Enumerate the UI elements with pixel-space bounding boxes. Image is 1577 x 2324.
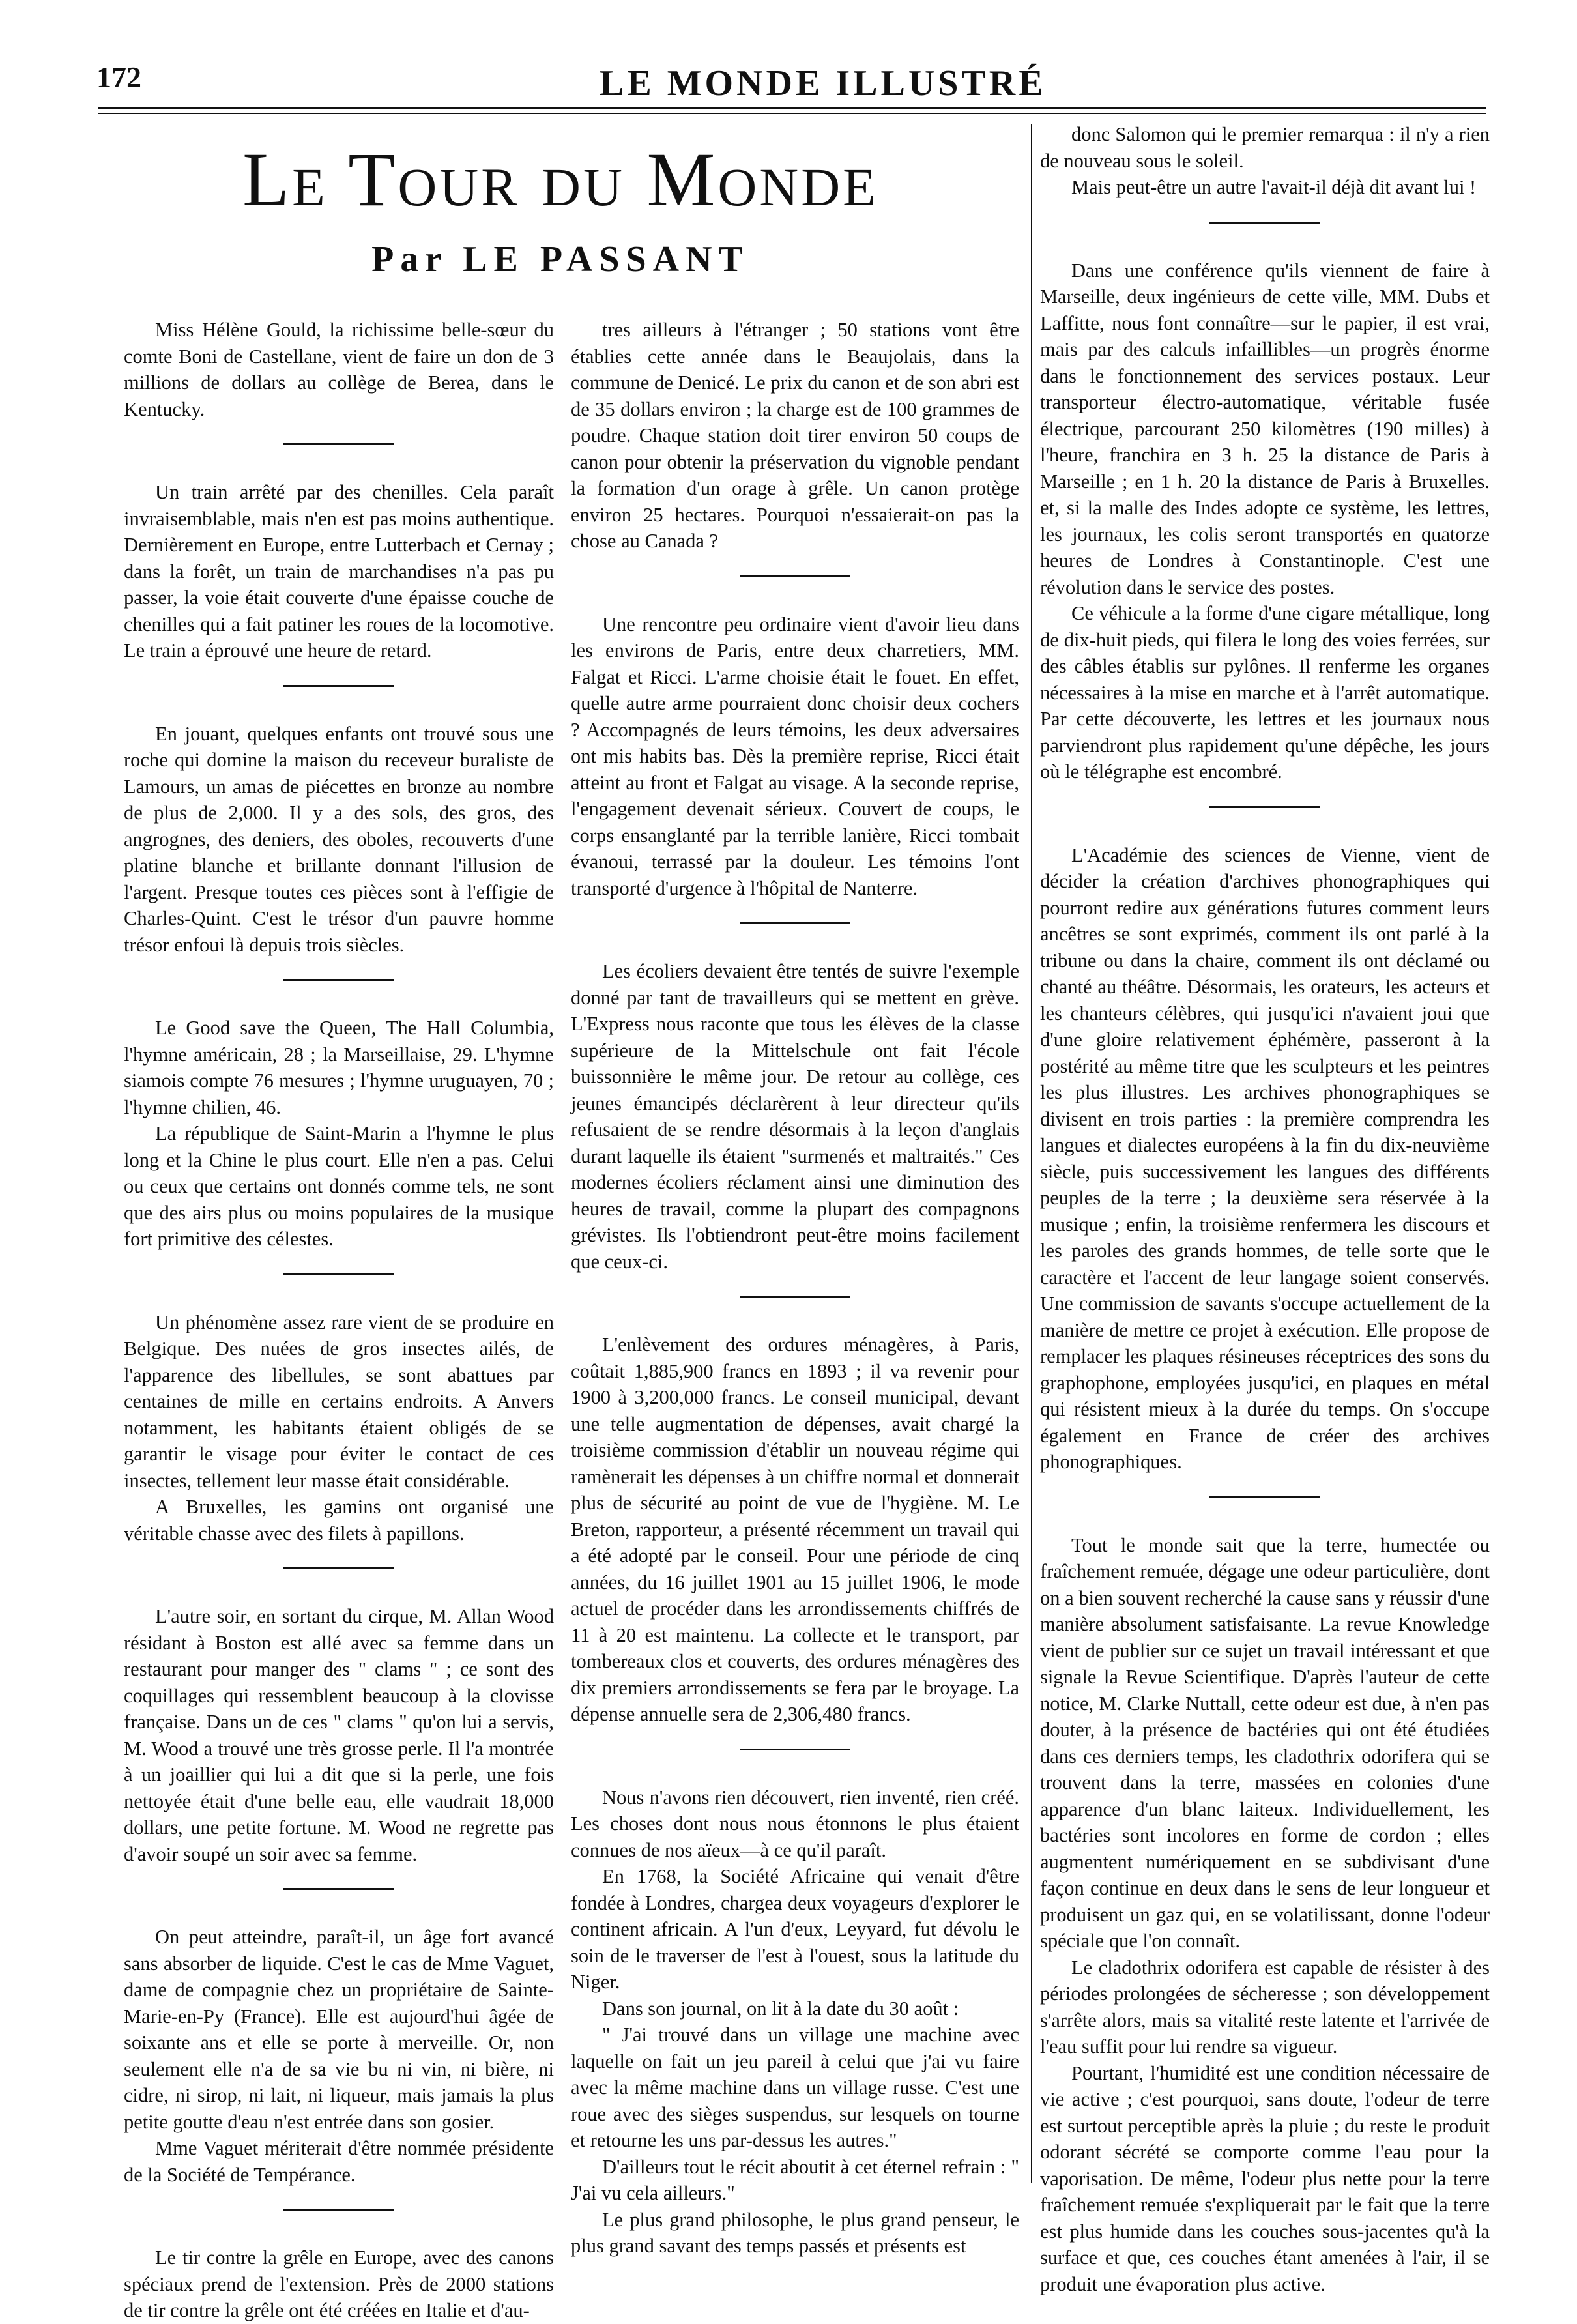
paragraph: Tout le monde sait que la terre, humectée ou fraîchement remuée, dégage une odeur particulière, dont on a bien souvent recherché la cause sans y réussir d'une manière absolument satisfaisante. La revue Knowledge vient de publier sur ce sujet un travail intéressant et que signale la Revue Scientifique. D'après l'auteur de cette notice, M. Clarke Nuttall, cette odeur est due, à n'en pas douter, à la présence de bactéries qui ont été étudiées dans ces derniers temps, les cladothrix odorifera qui se trouvent dans la terre, massées en colonies d'une apparence d'un blanc laiteux. Individuellement, les bactéries sont incolores en forme de cordon ; elles augmentent numériquement en se subdivisant d'une façon continue en deux dans le sens de leur longueur et produisent un gaz qui, en se volatilissant, donne l'odeur spéciale que l'on connaît. <box>1040 1533 1490 1952</box>
paragraph: Le plus grand philosophe, le plus grand penseur, le plus grand savant des temps passés et présents est <box>571 2208 1019 2257</box>
column-separator <box>1031 124 1032 2183</box>
paragraph: L'autre soir, en sortant du cirque, M. Allan Wood résidant à Boston est allé avec sa femme dans un restaurant pour manger des " clams " ; ce sont des coquillages qui ressemblent beaucoup à la clovisse française. Dans un de ces " clams " qu'on lui a servis, M. Wood a trouvé une très grosse perle. Il l'a montrée à un joaillier qui lui a dit que si la perle, une fois nettoyée était d'une belle eau, elle vaudrait 18,000 dollars, une petite fortune. M. Wood ne regrette pas d'avoir soupé un soir avec sa femme. <box>124 1605 554 1865</box>
news-item <box>1040 121 1490 201</box>
news-item <box>124 2244 554 2324</box>
news-item <box>1040 1532 1490 2298</box>
paragraph: Dans une conférence qu'ils viennent de faire à Marseille, deux ingénieurs de cette ville, MM. Dubs et Laffitte, nous font connaître—sur le papier, il est vrai, mais par des calculs infaillibles—un progrès énorme dans le fonctionnement des services postaux. Leur transporteur électro-automatique, véritable fusée électrique, parcourant 250 kilomètres (190 milles) à l'heure, franchira en 3 h. 25 la distance de Paris à Marseille ; en 1 h. 20 la distance de Paris à Bruxelles. et, si la malle des Indes adopte ce système, les lettres, les journaux, les colis seront transportés en quatorze heures de Londres à Constantinople. C'est une révolution dans le service des postes. <box>1040 259 1490 598</box>
paragraph: L'enlèvement des ordures ménagères, à Paris, coûtait 1,885,900 francs en 1893 ; il va revenir pour 1900 à 3,200,000 francs. Le conseil municipal, devant une telle augmentation de dépenses, avait chargé la troisième commission d'établir un nouveau régime qui ramènerait les dépenses à un chiffre normal et donnerait plus de sécurité au point de vue de l'hygiène. M. Le Breton, rapporteur, a présenté récemment un travail qui a été adopté par le conseil. Pour une période de cinq années, du 16 juillet 1901 au 15 juillet 1906, le mode actuel de procéder dans les arrondissements chiffrés de 11 à 20 est maintenu. La collecte et le transport, par tombereaux clos et couverts, des ordures ménagères des dix premiers arrondissements se fera par le broyage. La dépense annuelle sera de 2,306,480 francs. <box>571 1333 1019 1725</box>
paragraph: L'Académie des sciences de Vienne, vient de décider la création d'archives phonographiques qui pourront redire aux générations futures comment leurs ancêtres se sont exprimés, comment ils ont parlé à la tribune ou dans la chaire, comment ils ont déclamé ou chanté au théâtre. Désormais, les orateurs, les acteurs et les chanteurs célèbres, qui jusqu'ici n'avaient joui que d'une gloire relativement éphémère, passeront à la postérité au même titre que les sculpteurs et les peintres les plus illustres. Les archives phonographiques se divisent en trois parties : la première comprendra les langues et dialectes européens à la fin du dix-neuvième siècle, puis successivement les langues des différents peuples de la terre ; la deuxième sera réservée à la musique ; enfin, la troisième renfermera les discours et les paroles des grands hommes, de telle sorte que le caractère et l'accent de leur langage soient conservés. Une commission de savants s'occupe actuellement de la manière de mettre ce projet à exécution. Elle propose de remplacer les plaques résineuses réceptrices des sons du graphophone, employées jusqu'ici, en plaques en métal qui résistent mieux à la durée du temps. On s'occupe également en France de créer des archives phonographiques. <box>1040 843 1490 1473</box>
paragraph: Une rencontre peu ordinaire vient d'avoir lieu dans les environs de Paris, entre deux charretiers, MM. Falgat et Ricci. L'arme choisie était le fouet. En effet, quelle autre arme pourraient donc choisir deux cochers ? Accompagnés de leurs témoins, les deux adversaires ont mis habits bas. Dès la première reprise, Ricci était atteint au front et Falgat au visage. A la seconde reprise, l'engagement devenait sérieux. Couvert de coups, le corps ensanglanté par la terrible lanière, Ricci tombait évanoui, terrassé par la douleur. Les témoins l'ont transporté d'urgence à l'hôpital de Nanterre. <box>571 613 1019 899</box>
paragraph: Un train arrêté par des chenilles. Cela paraît invraisemblable, mais n'en est pas moins authentique. Dernièrement en Europe, entre Lutterbach et Cernay ; dans la forêt, un train de marchandises n'a pas pu passer, la voie était couverte d'une épaisse couche de chenilles qui a fait patiner les roues de la locomotive. Le train a éprouvé une heure de retard. <box>124 481 554 661</box>
paragraph: Pourtant, l'humidité est une condition nécessaire de vie active ; c'est pourquoi, sans doute, l'odeur de terre est surtout perceptible après la pluie ; du reste le produit odorant sécrété se comporte comme l'eau pour la vaporisation. De même, l'odeur plus nette pour la terre fraîchement remuée s'expliquerait par le fait que la terre est plus humide dans les couches sous-jacentes qu'à la surface et que, ces couches étant amenées à l'air, il se produit une évaporation plus active. <box>1040 2061 1490 2295</box>
item-separator <box>283 1567 394 1569</box>
paragraph: D'ailleurs tout le récit aboutit à cet éternel refrain : " J'ai vu cela ailleurs." <box>571 2155 1019 2204</box>
header-rule <box>98 107 1486 109</box>
paragraph: En 1768, la Société Africaine qui venait d'être fondée à Londres, chargea deux voyageurs d'explorer le continent africain. A l'un d'eux, Leyyard, fut dévolu le soin de le traverser de l'est à l'ouest, sous la latitude du Niger. <box>571 1865 1019 1993</box>
paragraph: Dans son journal, on lit à la date du 30 août : <box>602 1997 959 2020</box>
news-item <box>124 721 554 959</box>
paragraph: tres ailleurs à l'étranger ; 50 stations vont être établies cette année dans le Beaujolais, dans la commune de Denicé. Le prix du canon et de son abri est de 35 dollars environ ; la charge est de 100 grammes de poudre. Chaque station doit tirer environ 50 coups de canon pour obtenir la préservation du vignoble pendant la formation d'un orage à grêle. Un canon protège environ 25 hectares. Pourquoi n'essaierait-on pas la chose au Canada ? <box>571 319 1019 552</box>
news-item <box>571 1784 1019 2259</box>
paragraph: Le tir contre la grêle en Europe, avec des canons spéciaux prend de l'extension. Près de 2000 stations de tir contre la grêle ont été créées en Italie et d'au- <box>124 2246 554 2321</box>
news-item <box>571 611 1019 902</box>
paragraph: Ce véhicule a la forme d'une cigare métallique, long de dix-huit pieds, qui filera le long des voies ferrées, sur des câbles établis sur pylônes. Il renferme les organes nécessaires à la mise en marche et à l'arrêt automatique. Par cette découverte, les lettres et les journaux nous parviendront plus rapidement qu'une dépêche, les jours où le télégraphe est encombré. <box>1040 602 1490 783</box>
column-3 <box>1040 121 1490 2295</box>
item-separator <box>740 575 850 577</box>
item-separator <box>283 1888 394 1890</box>
item-separator <box>1209 222 1320 224</box>
paragraph: On peut atteindre, paraît-il, un âge fort avancé sans absorber de liquide. C'est le cas de Mme Vaguet, dame de compagnie chez un propriétaire de Sainte-Marie-en-Py (France). Elle est aujourd'hui âgée de soixante ans et elle se porte à merveille. Or, non seulement elle n'a de sa vie bu ni vin, ni bière, ni cidre, ni sirop, ni lait, ni liqueur, mais jamais la plus petite goutte d'eau n'est entrée dans son gosier. <box>124 1926 554 2133</box>
paragraph: A Bruxelles, les gamins ont organisé une véritable chasse avec des filets à papillons. <box>124 1496 554 1545</box>
item-separator <box>740 922 850 924</box>
item-separator <box>283 2209 394 2211</box>
item-separator <box>283 979 394 981</box>
paragraph: La république de Saint-Marin a l'hymne le plus long et la Chine le plus court. Elle n'en a pas. Celui ou ceux que certains ont donnés comme tels, ne sont que des airs plus ou moins populaires de la musique fort primitive des célestes. <box>124 1122 554 1250</box>
news-item <box>124 1015 554 1253</box>
news-item <box>571 1331 1019 1728</box>
news-item <box>1040 842 1490 1475</box>
news-item <box>124 479 554 664</box>
column-2 <box>571 317 1019 2257</box>
item-separator <box>740 1749 850 1750</box>
item-separator <box>283 443 394 445</box>
item-separator <box>283 685 394 687</box>
paragraph: En jouant, quelques enfants ont trouvé sous une roche qui domine la maison du receveur buraliste de Lamours, un amas de piécettes en bronze au nombre de plus de 2,000. Il y a des sols, des gros, des angrognes, des deniers, des oboles, recouverts d'une platine blanche et brillante donnant l'illusion de l'argent. Presque toutes ces pièces sont à l'effigie de Charles-Quint. C'est le trésor d'un pauvre homme trésor enfoui là depuis trois siècles. <box>124 722 554 956</box>
paragraph: Le Good save the Queen, The Hall Columbia, l'hymne américain, 28 ; la Marseillaise, 29. L'hymne siamois compte 76 mesures ; l'hymne uruguayen, 70 ; l'hymne chilien, 46. <box>124 1017 554 1118</box>
header-rule-thin <box>98 113 1486 114</box>
paragraph: Miss Hélène Gould, la richissime belle-sœur du comte Boni de Castellane, vient de faire un don de 3 millions de dollars au collège de Berea, dans le Kentucky. <box>124 319 554 420</box>
paragraph: Le cladothrix odorifera est capable de résister à des périodes prolongées de sécheresse ; son développement s'arrête alors, mais sa vitalité reste latente et l'arrivée de l'eau suffit pour lui rendre sa vigueur. <box>1040 1956 1490 2057</box>
item-separator <box>740 1296 850 1298</box>
paragraph: Mais peut-être un autre l'avait-il déjà dit avant lui ! <box>1071 176 1477 198</box>
publication-title: LE MONDE ILLUSTRÉ <box>600 63 1047 104</box>
news-item <box>1040 257 1490 785</box>
paragraph: Un phénomène assez rare vient de se produire en Belgique. Des nuées de gros insectes ailés, de l'apparence des libellules, se sont abattues par centaines de mille en certains endroits. A Anvers notamment, les habitants étaient obligés de se garantir le visage pour éviter le contact de ces insectes, tellement leur masse était considérable. <box>124 1311 554 1492</box>
column-1 <box>124 317 554 2321</box>
news-item <box>124 317 554 422</box>
news-item <box>124 1603 554 1867</box>
page-number: 172 <box>96 61 141 94</box>
article-title: Le Tour du Monde <box>242 137 878 222</box>
paragraph: " J'ai trouvé dans un village une machine avec laquelle on fait un jeu pareil à celui que j'ai vu faire avec la même machine dans un village russe. C'est une roue avec des sièges suspendus, sur lesquels on tourne et retourne les uns par-dessus les autres." <box>571 2024 1019 2151</box>
item-separator <box>1209 1496 1320 1498</box>
news-item <box>124 1924 554 2188</box>
paragraph: donc Salomon qui le premier remarqua : il n'y a rien de nouveau sous le soleil. <box>1040 123 1490 172</box>
article-byline: Par LE PASSANT <box>371 239 749 280</box>
news-item <box>124 1309 554 1547</box>
news-item <box>571 317 1019 555</box>
paragraph: Mme Vaguet mériterait d'être nommée présidente de la Société de Tempérance. <box>124 2137 554 2186</box>
paragraph: Nous n'avons rien découvert, rien inventé, rien créé. Les choses dont nous nous étonnons le plus étaient connues de nos aïeux—à ce qu'il paraît. <box>571 1786 1019 1861</box>
article-header <box>111 139 1010 280</box>
paragraph: Les écoliers devaient être tentés de suivre l'exemple donné par tant de travailleurs qui se mettent en grève. L'Express nous raconte que tous les élèves de la classe supérieure de la Mittelschule ont fait l'école buissonnière le même jour. De retour au collège, ces jeunes émancipés déclarèrent à leur directeur qu'ils refusaient de se rendre désormais à la leçon d'anglais durant laquelle ils étaient "surmenés et maltraités." Ces modernes écoliers réclament ainsi une diminution des heures de travail, comme la plupart des compagnons grévistes. Ils l'obtiendront peut-être moins facilement que ceux-ci. <box>571 960 1019 1273</box>
news-item <box>571 958 1019 1275</box>
item-separator <box>1209 806 1320 808</box>
item-separator <box>283 1273 394 1275</box>
